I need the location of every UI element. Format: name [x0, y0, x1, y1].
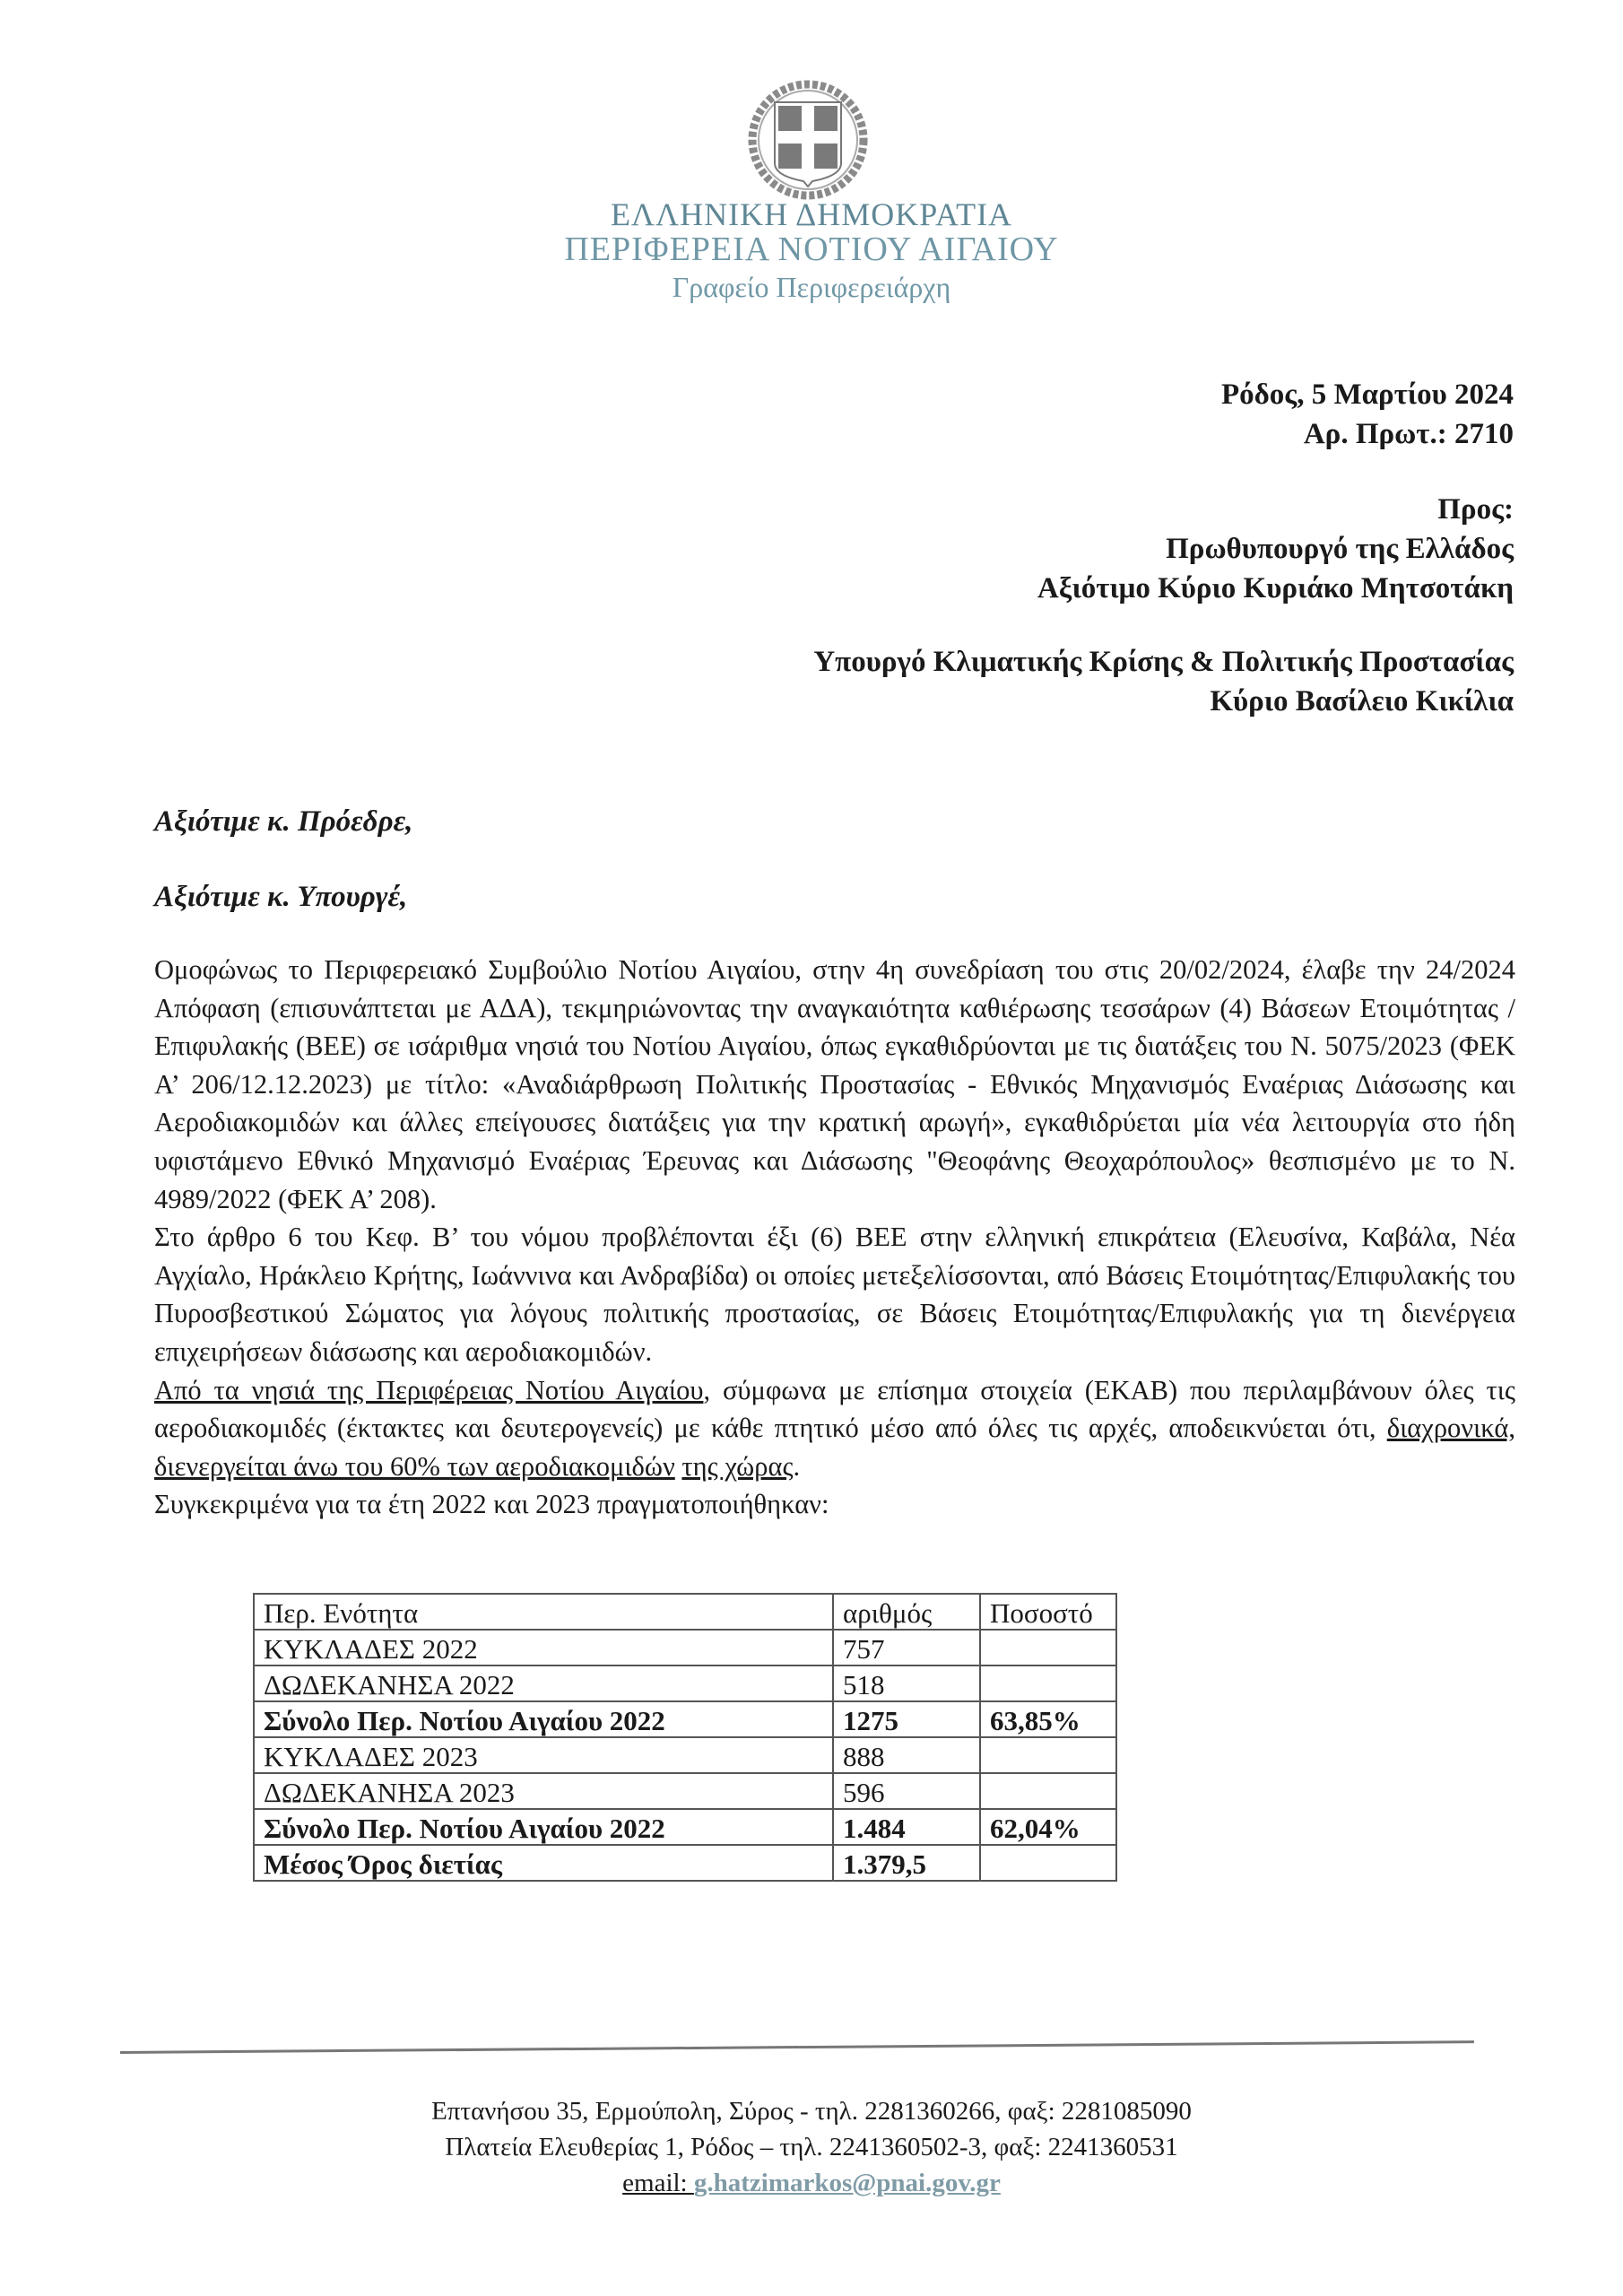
protocol-number: Αρ. Πρωτ.: 2710: [1303, 418, 1514, 450]
row-percent: [980, 1737, 1116, 1773]
table-row: [254, 1665, 1116, 1701]
row-count: 1275: [833, 1701, 980, 1737]
letterhead-line2: ΠΕΡΙΦΕΡΕΙΑ ΝΟΤΙΟΥ ΑΙΓΑΙΟΥ: [564, 230, 1059, 268]
underlined-country-phrase: της χώρας: [681, 1450, 794, 1482]
recipient-2-name: Κύριο Βασίλειο Κικίλια: [1210, 685, 1514, 718]
paragraph-3-middle: , σύμφωνα με επίσημα στοιχεία (ΕΚΑΒ) που περιλαμβάνουν όλες τις αεροδιακομιδές (έκτακτες και δευτερογενείς) με κάθε πτητικό μέσο από όλες τις αρχές, αποδεικνύεται ότι,: [154, 1374, 1515, 1444]
recipient-1-title: Πρωθυπουργό της Ελλάδος: [1166, 533, 1514, 565]
date-protocol-block: [1221, 375, 1514, 454]
letter-date: Ρόδος, 5 Μαρτίου 2024: [1220, 378, 1514, 411]
row-percent: [980, 1630, 1116, 1665]
row-label: ΚΥΚΛΑΔΕΣ 2022: [254, 1630, 833, 1665]
row-label: Σύνολο Περ. Νοτίου Αιγαίου 2022: [254, 1701, 833, 1737]
recipient-2-block: [813, 642, 1514, 721]
header-percent: Ποσοστό: [980, 1594, 1116, 1630]
footer-address-syros: Επτανήσου 35, Ερμούπολη, Σύρος - τηλ. 2281360266, φαξ: 2281085090: [431, 2097, 1192, 2126]
row-percent: 62,04%: [980, 1809, 1116, 1845]
paragraph-3: [154, 1371, 1515, 1486]
row-label: ΔΩΔΕΚΑΝΗΣΑ 2023: [254, 1773, 833, 1809]
table-row: [254, 1630, 1116, 1665]
row-percent: [980, 1773, 1116, 1809]
table-header-row: [254, 1594, 1116, 1630]
recipient-2-title: Υπουργό Κλιματικής Κρίσης & Πολιτικής Προστασίας: [813, 646, 1514, 678]
letter-body: [154, 951, 1515, 1524]
table-row-total-2022: [254, 1701, 1116, 1737]
paragraph-1: Ομοφώνως το Περιφερειακό Συμβούλιο Νοτίου Αιγαίου, στην 4η συνεδρίαση του στις 20/02/2024, έλαβε την 24/2024 Απόφαση (επισυνάπτεται με ΑΔΑ), τεκμηριώνοντας την αναγκαιότητα καθιέρωσης τεσσάρων (4) Βάσεων Ετοιμότητας / Επιφυλακής (ΒΕΕ) σε ισάριθμα νησιά του Νοτίου Αιγαίου, όπως εγκαθιδρύονται με τις διατάξεις του Ν. 5075/2023 (ΦΕΚ Α’ 206/12.12.2023) με τίτλο: «Αναδιάρθρωση Πολιτικής Προστασίας - Εθνικός Μηχανισμός Εναέριας Διάσωσης και Αεροδιακομιδών και άλλες επείγουσες διατάξεις για την κρατική αρωγή», εγκαθιδρύεται μία νέα λειτουργία στο ήδη υφιστάμενο Εθνικό Μηχανισμό Εναέριας Έρευνας και Διάσωσης "Θεοφάνης Θεοχαρόπουλος» θεσπισμένο με το Ν. 4989/2022 (ΦΕΚ Α’ 208).: [154, 954, 1515, 1214]
email-link[interactable]: g.hatzimarkos@pnai.gov.gr: [693, 2169, 1001, 2197]
salutation-minister: Αξιότιμε κ. Υπουργέ,: [154, 881, 408, 913]
letterhead-line1: ΕΛΛΗΝΙΚΗ ΔΗΜΟΚΡΑΤΙΑ: [610, 196, 1013, 232]
table-row: [254, 1737, 1116, 1773]
row-count: 518: [833, 1665, 980, 1701]
letterhead-region: [0, 230, 1623, 269]
paragraph-2: Στο άρθρο 6 του Κεφ. Β’ του νόμου προβλέπονται έξι (6) ΒΕΕ στην ελληνική επικράτεια (Ελευσίνα, Καβάλα, Νέα Αγχίαλο, Ηράκλειο Κρήτης, Ιωάννινα και Ανδραβίδα) οι οποίες μετεξελίσσονται, από Βάσεις Ετοιμότητας/Επιφυλακής του Πυροσβεστικού Σώματος για λόγους πολιτικής προστασίας, σε Βάσεις Ετοιμότητας/Επιφυλακής για τη διενέργεια επιχειρήσεων διάσωσης και αεροδιακομιδών.: [154, 1222, 1515, 1367]
table-row-total-2023: [254, 1809, 1116, 1845]
letterhead-office: [0, 271, 1623, 304]
row-label: ΚΥΚΛΑΔΕΣ 2023: [254, 1737, 833, 1773]
period: .: [793, 1450, 801, 1482]
salutation-president: Αξιότιμε κ. Πρόεδρε,: [154, 805, 413, 838]
letterhead-line3: Γραφείο Περιφερειάρχη: [672, 271, 951, 303]
recipient-1-name: Αξιότιμο Κύριο Κυριάκο Μητσοτάκη: [1037, 572, 1514, 604]
row-count: 1.484: [833, 1809, 980, 1845]
footer-divider: [120, 2040, 1474, 2054]
airlift-statistics-table: [253, 1593, 1117, 1882]
row-count: 757: [833, 1630, 980, 1665]
row-count: 596: [833, 1773, 980, 1809]
footer-address-rhodes: Πλατεία Ελευθερίας 1, Ρόδος – τηλ. 2241360502-3, φαξ: 2241360531: [445, 2133, 1178, 2161]
row-label: ΔΩΔΕΚΑΝΗΣΑ 2022: [254, 1665, 833, 1701]
email-label: email:: [622, 2169, 694, 2197]
footer-email-line: [0, 2165, 1623, 2201]
table-row-average: [254, 1845, 1116, 1881]
row-count: 888: [833, 1737, 980, 1773]
recipients-block: [1037, 490, 1514, 608]
greek-coat-of-arms-icon: [741, 75, 875, 208]
underlined-percent-phrase: διαχρονικά, διενεργείται άνω του 60% των αεροδιακομιδών: [154, 1413, 1515, 1482]
row-percent: [980, 1665, 1116, 1701]
to-label: Προς:: [1437, 493, 1514, 526]
row-label: Σύνολο Περ. Νοτίου Αιγαίου 2022: [254, 1809, 833, 1845]
header-count: αριθμός: [833, 1594, 980, 1630]
row-percent: 63,85%: [980, 1701, 1116, 1737]
row-count: 1.379,5: [833, 1845, 980, 1881]
paragraph-4: Συγκεκριμένα για τα έτη 2022 και 2023 πραγματοποιήθηκαν:: [154, 1489, 829, 1520]
table-row: [254, 1773, 1116, 1809]
header-region: Περ. Ενότητα: [254, 1594, 833, 1630]
letterhead-republic: [0, 196, 1623, 233]
row-label: Μέσος Όρος διετίας: [254, 1845, 833, 1881]
row-percent: [980, 1845, 1116, 1881]
underlined-islands-phrase: Από τα νησιά της Περιφέρειας Νοτίου Αιγαίου: [154, 1374, 704, 1405]
